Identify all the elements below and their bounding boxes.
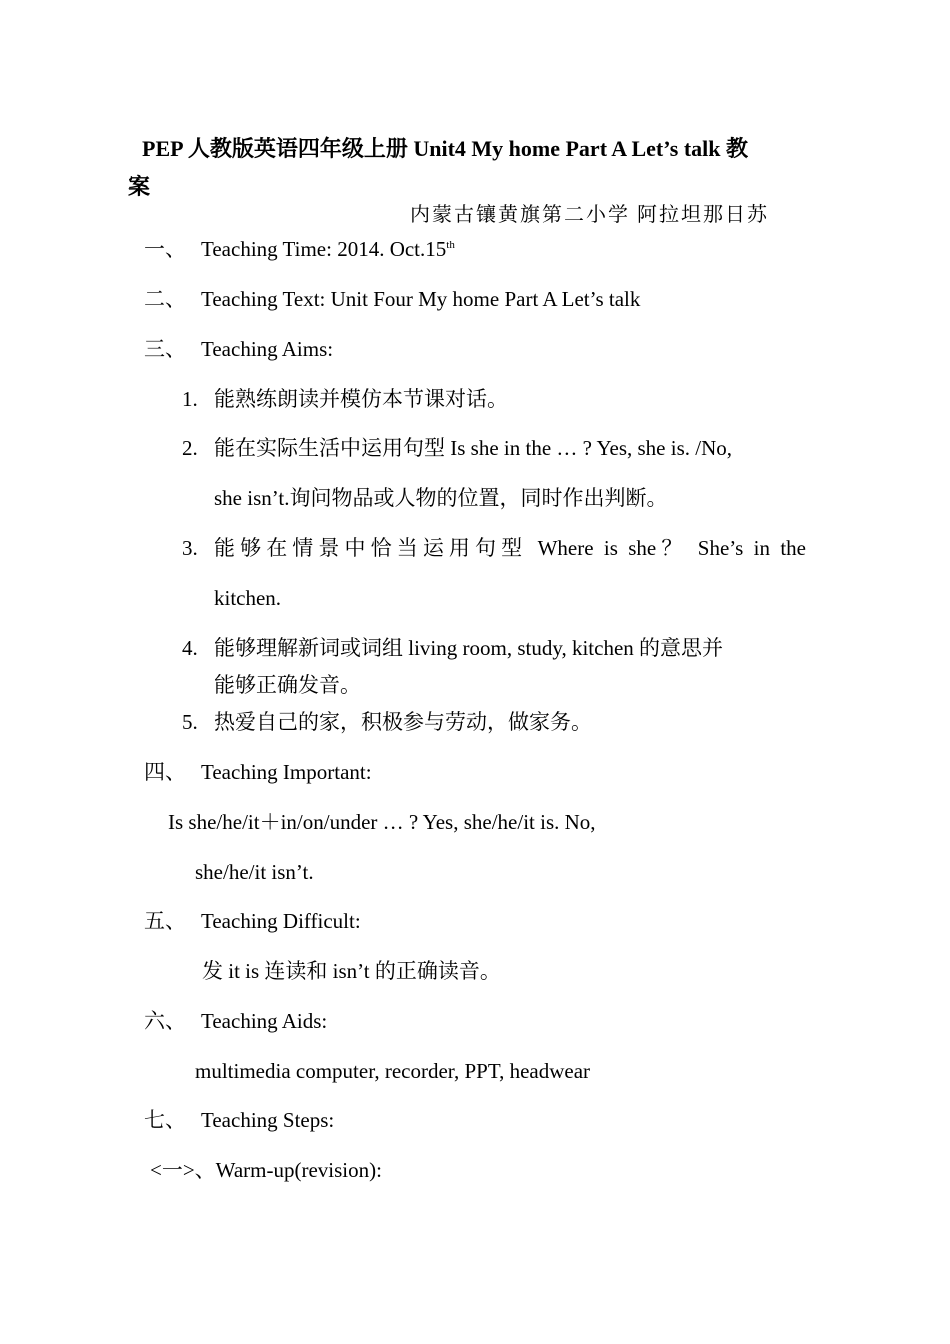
section-number: 五、: [144, 909, 186, 933]
step-warm-up: <一>、Warm-up(revision):: [150, 1158, 382, 1182]
section-teaching-difficult: [144, 907, 361, 935]
aim-item-2-continued: she isn’t.询问物品或人物的位置，同时作出判断。: [214, 486, 668, 510]
section-teaching-important: [144, 758, 372, 786]
section-number: 三、: [144, 337, 186, 361]
section-teaching-time: [144, 235, 455, 263]
aim-item-2: [182, 434, 732, 462]
section-teaching-steps: [144, 1106, 334, 1134]
important-line-2: she/he/it isn’t.: [195, 860, 314, 884]
section-number: 七、: [144, 1108, 186, 1132]
aim-number: 1.: [182, 387, 198, 411]
aim-item-4-continued: 能够正确发音。: [214, 673, 361, 697]
aim-number: 2.: [182, 436, 198, 460]
section-number: 一、: [144, 237, 186, 261]
aim-text: 能在实际生活中运用句型 Is she in the … ? Yes, she is. /No,: [214, 436, 732, 460]
aim-number: 5.: [182, 710, 198, 734]
section-teaching-aims: [144, 335, 333, 363]
section-label: Teaching Important:: [201, 760, 372, 784]
aim-text: 热爱自己的家，积极参与劳动，做家务。: [214, 710, 592, 734]
section-label: Teaching Time: 2014. Oct.15: [201, 237, 447, 261]
aids-content: multimedia computer, recorder, PPT, headwear: [195, 1059, 591, 1083]
aim-number: 4.: [182, 636, 198, 660]
aim-text: 能够在情景中恰当运用句型 Where is she？ She’s in the: [214, 536, 806, 560]
section-number: 四、: [144, 760, 186, 784]
important-line-1: Is she/he/it＋in/on/under … ? Yes, she/he/it is. No,: [168, 810, 596, 834]
aim-number: 3.: [182, 536, 198, 560]
aim-item-1: [182, 385, 508, 413]
section-teaching-text: [144, 285, 640, 313]
difficult-content: 发 it is 连读和 isn’t 的正确读音。: [202, 959, 501, 983]
section-label: Teaching Aids:: [201, 1009, 328, 1033]
section-label: Teaching Text: Unit Four My home Part A Let’s talk: [201, 287, 641, 311]
aim-item-3-continued: kitchen.: [214, 586, 282, 610]
section-label: Teaching Steps:: [201, 1108, 335, 1132]
aim-item-3: [182, 534, 806, 562]
document-title-line1: PEP 人教版英语四年级上册 Unit4 My home Part A Let’s talk 教: [142, 136, 748, 161]
aim-text: 能熟练朗读并模仿本节课对话。: [214, 387, 508, 411]
document-title-line2: 案: [128, 174, 151, 199]
section-number: 二、: [144, 287, 186, 311]
aim-item-5: [182, 708, 592, 736]
superscript: th: [446, 239, 455, 251]
section-label: Teaching Difficult:: [201, 909, 361, 933]
aim-item-4: [182, 634, 723, 662]
aim-text: 能够理解新词或词组 living room, study, kitchen 的意思并: [214, 636, 724, 660]
section-teaching-aids: [144, 1007, 327, 1035]
author-line: 内蒙古镶黄旗第二小学 阿拉坦那日苏: [410, 204, 769, 226]
section-label: Teaching Aims:: [201, 337, 334, 361]
section-number: 六、: [144, 1009, 186, 1033]
